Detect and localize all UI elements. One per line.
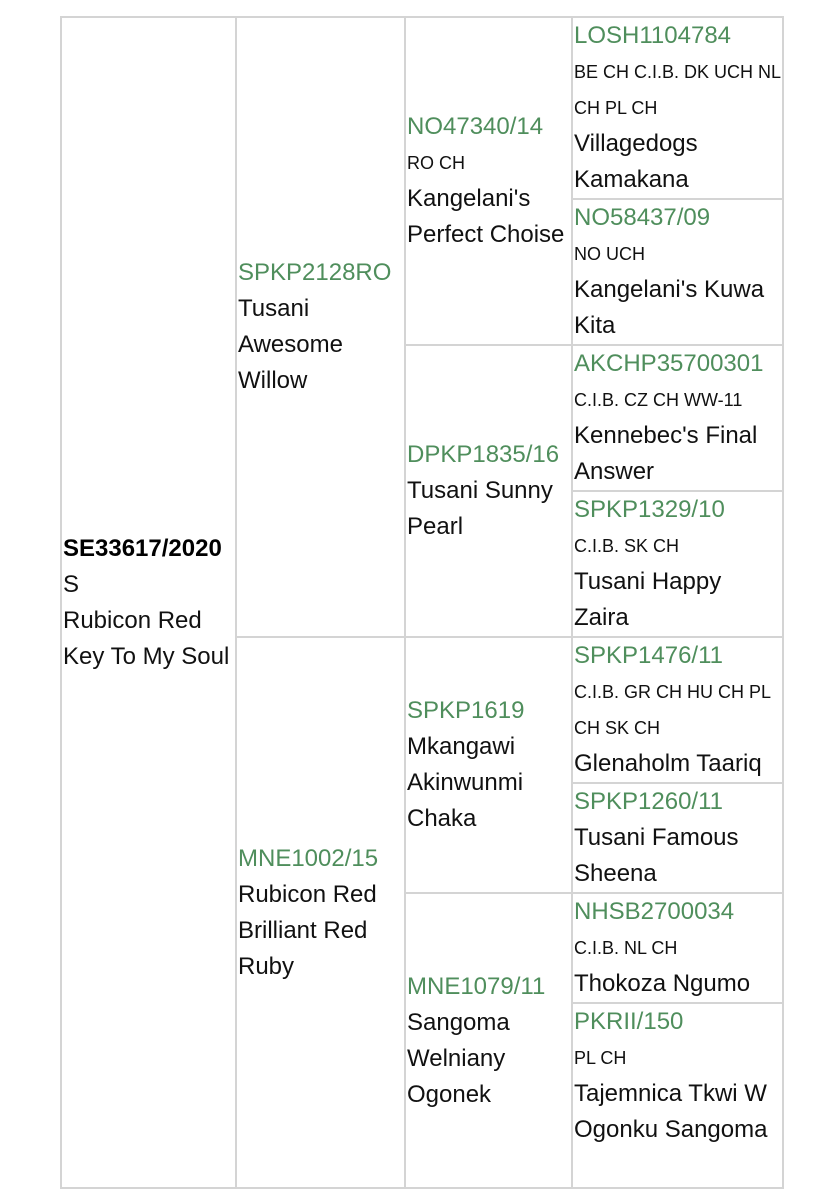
sire-sire-sire-reg[interactable]: LOSH1104784 xyxy=(574,22,732,49)
sire-dam-dam-name: Tusani Happy Zaira xyxy=(574,568,722,631)
dam-sire-sire-name: Glenaholm Taariq xyxy=(574,750,762,777)
dam-dam-sire-titles: C.I.B. NL CH xyxy=(574,938,678,958)
sire-dam-sire-titles: C.I.B. CZ CH WW-11 xyxy=(574,390,743,410)
dam-dam-name: Sangoma Welniany Ogonek xyxy=(407,1008,510,1108)
sire-sire-sire-titles: BE CH C.I.B. DK UCH NL CH PL CH xyxy=(574,62,781,118)
dam-dam-sire-name: Thokoza Ngumo xyxy=(574,970,751,997)
sire-dam-sire-name: Kennebec's Final Answer xyxy=(574,422,758,485)
sire-sire-sire-name: Villagedogs Kamakana xyxy=(574,130,698,193)
dam-name: Rubicon Red Brilliant Red Ruby xyxy=(238,880,377,980)
dam-dam-dam-name: Tajemnica Tkwi W Ogonku Sangoma xyxy=(574,1080,768,1143)
dam-sire-dam-reg[interactable]: SPKP1260/11 xyxy=(574,788,724,815)
dam-cell xyxy=(236,637,405,1188)
dog-sex: S xyxy=(63,570,80,598)
sire-cell xyxy=(236,17,405,637)
dam-dam-dam-cell xyxy=(572,1003,783,1188)
sire-name: Tusani Awesome Willow xyxy=(238,295,343,394)
sire-sire-name: Kangelani's Perfect Choise xyxy=(407,185,565,248)
dog-name: Rubicon Red Key To My Soul xyxy=(63,606,230,670)
dam-sire-dam-cell xyxy=(572,783,783,893)
sire-sire-titles: RO CH xyxy=(407,153,465,173)
dam-sire-sire-titles: C.I.B. GR CH HU CH PL CH SK CH xyxy=(574,682,771,738)
dam-dam-dam-titles: PL CH xyxy=(574,1048,627,1068)
sire-dam-dam-cell xyxy=(572,491,783,637)
dog-cell xyxy=(61,17,236,1188)
dam-sire-name: Mkangawi Akinwunmi Chaka xyxy=(407,733,524,832)
sire-sire-dam-reg[interactable]: NO58437/09 xyxy=(574,204,711,231)
sire-dam-name: Tusani Sunny Pearl xyxy=(407,477,553,540)
dam-dam-sire-reg[interactable]: NHSB2700034 xyxy=(574,898,735,925)
sire-dam-sire-cell xyxy=(572,345,783,491)
pedigree-table xyxy=(60,16,784,1189)
dam-sire-dam-name: Tusani Famous Sheena xyxy=(574,824,739,887)
sire-dam-dam-titles: C.I.B. SK CH xyxy=(574,536,680,556)
sire-dam-reg[interactable]: DPKP1835/16 xyxy=(407,441,560,468)
dam-sire-sire-reg[interactable]: SPKP1476/11 xyxy=(574,642,724,669)
sire-dam-dam-reg[interactable]: SPKP1329/10 xyxy=(574,496,725,523)
dam-dam-dam-reg[interactable]: PKRII/150 xyxy=(574,1008,684,1035)
dam-sire-reg[interactable]: SPKP1619 xyxy=(407,697,525,724)
dam-sire-sire-cell xyxy=(572,637,783,783)
sire-reg[interactable]: SPKP2128RO xyxy=(238,259,392,286)
dam-dam-cell xyxy=(405,893,572,1188)
sire-sire-sire-cell xyxy=(572,17,783,199)
dam-dam-sire-cell xyxy=(572,893,783,1003)
sire-sire-reg[interactable]: NO47340/14 xyxy=(407,113,544,140)
dam-dam-reg[interactable]: MNE1079/11 xyxy=(407,972,546,1000)
dam-reg[interactable]: MNE1002/15 xyxy=(238,844,379,872)
sire-sire-dam-cell xyxy=(572,199,783,345)
dam-sire-cell xyxy=(405,637,572,893)
sire-dam-cell xyxy=(405,345,572,637)
sire-sire-dam-name: Kangelani's Kuwa Kita xyxy=(574,276,765,339)
sire-sire-dam-titles: NO UCH xyxy=(574,244,645,264)
sire-dam-sire-reg[interactable]: AKCHP35700301 xyxy=(574,350,764,377)
sire-sire-cell xyxy=(405,17,572,345)
dog-reg: SE33617/2020 xyxy=(63,534,222,562)
